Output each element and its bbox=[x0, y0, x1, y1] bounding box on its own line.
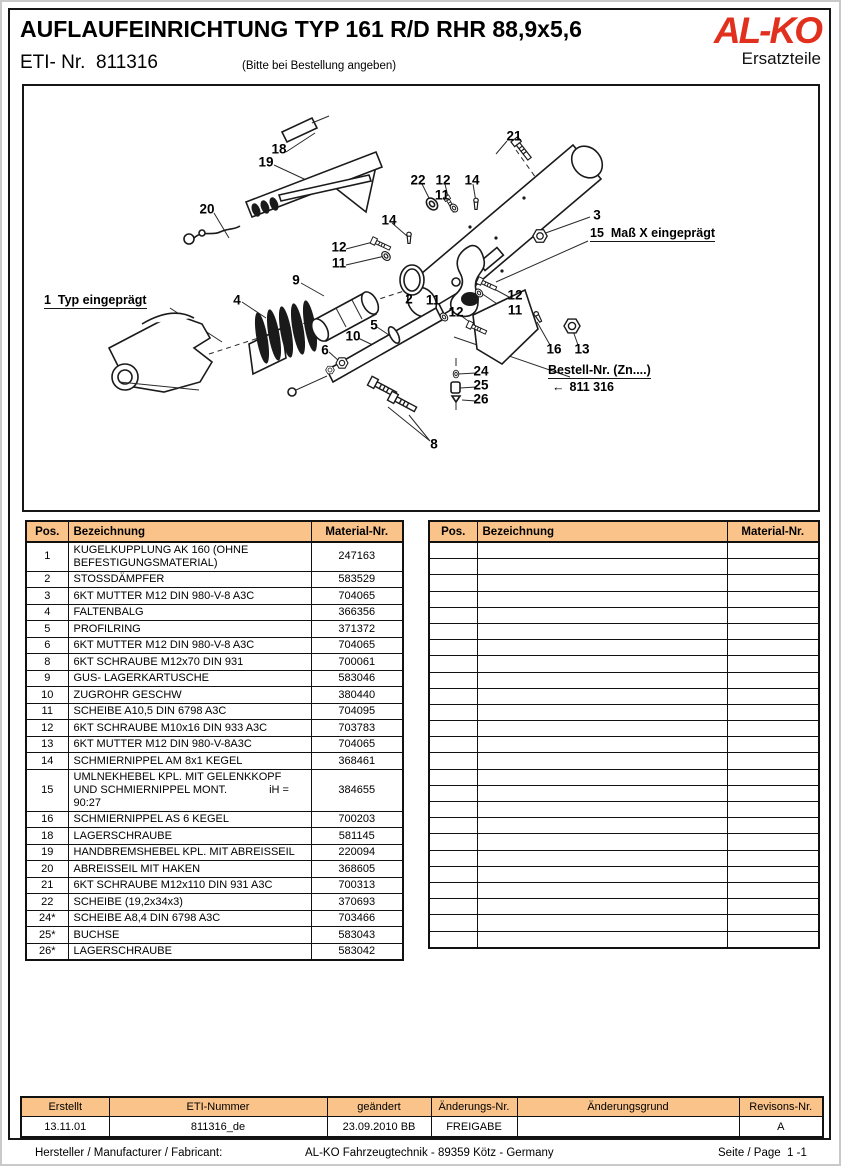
cell-bezeichnung: FALTENBALG bbox=[68, 604, 311, 621]
cell-material: 247163 bbox=[311, 542, 403, 571]
empty-parts-row bbox=[429, 882, 819, 898]
empty-parts-row bbox=[429, 672, 819, 688]
cell-bezeichnung bbox=[477, 931, 727, 948]
cell-material bbox=[727, 575, 819, 591]
diagram-callout-number: 22 bbox=[410, 172, 426, 188]
cell-material: 703466 bbox=[311, 910, 403, 927]
rev-value-aenderungs-nr: FREIGABE bbox=[431, 1117, 517, 1138]
rev-header-aenderungs-nr: Änderungs-Nr. bbox=[431, 1097, 517, 1117]
cell-material: 583046 bbox=[311, 670, 403, 687]
cell-bezeichnung: BUCHSE bbox=[68, 927, 311, 944]
cell-pos bbox=[429, 866, 477, 882]
rev-header-revisions-nr: Revisons-Nr. bbox=[739, 1097, 823, 1117]
rev-header-aenderungsgrund: Änderungsgrund bbox=[517, 1097, 739, 1117]
col-header-material: Material-Nr. bbox=[727, 521, 819, 542]
diagram-annotation: 1 Typ eingeprägt bbox=[44, 293, 147, 307]
cell-pos bbox=[429, 915, 477, 931]
cell-material bbox=[727, 688, 819, 704]
rev-value-erstellt: 13.11.01 bbox=[21, 1117, 109, 1138]
cell-material: 700313 bbox=[311, 877, 403, 894]
cell-material: 583043 bbox=[311, 927, 403, 944]
diagram-callout-number: 10 bbox=[345, 328, 361, 344]
parts-row bbox=[26, 736, 403, 753]
cell-pos bbox=[429, 591, 477, 607]
parts-tables-area bbox=[25, 520, 821, 958]
diagram-callout-number: 20 bbox=[199, 201, 215, 217]
diagram-callout-number: 14 bbox=[381, 212, 397, 228]
diagram-annotation: Bestell-Nr. (Zn....) bbox=[548, 363, 651, 377]
cell-material bbox=[727, 591, 819, 607]
revision-header-row bbox=[21, 1097, 823, 1117]
rev-value-eti-nummer: 811316_de bbox=[109, 1117, 327, 1138]
parts-table-right-body bbox=[429, 542, 819, 948]
diagram-callout-number: 12 bbox=[435, 172, 451, 188]
cell-pos: 11 bbox=[26, 703, 68, 720]
cell-material bbox=[727, 640, 819, 656]
cell-bezeichnung: 6KT SCHRAUBE M12x70 DIN 931 bbox=[68, 654, 311, 671]
cell-bezeichnung bbox=[477, 721, 727, 737]
cell-pos bbox=[429, 672, 477, 688]
cell-pos: 12 bbox=[26, 720, 68, 737]
cell-pos: 25* bbox=[26, 927, 68, 944]
parts-table-left bbox=[25, 520, 404, 961]
parts-table-left-body bbox=[26, 542, 403, 960]
logo-subtitle: Ersatzteile bbox=[741, 49, 821, 68]
cell-pos: 3 bbox=[26, 588, 68, 605]
cell-material: 703783 bbox=[311, 720, 403, 737]
cell-material: 370693 bbox=[311, 894, 403, 911]
diagram-callout-number: 16 bbox=[546, 341, 562, 357]
cell-bezeichnung: SCHEIBE (19,2x34x3) bbox=[68, 894, 311, 911]
empty-parts-row bbox=[429, 802, 819, 818]
empty-parts-row bbox=[429, 542, 819, 559]
cell-bezeichnung bbox=[477, 737, 727, 753]
cell-pos bbox=[429, 931, 477, 948]
cell-pos bbox=[429, 607, 477, 623]
empty-parts-row bbox=[429, 623, 819, 639]
diagram-callout-number: 11 bbox=[331, 255, 347, 271]
col-header-material: Material-Nr. bbox=[311, 521, 403, 542]
footer-page-number: Seite / Page 1 -1 bbox=[718, 1147, 807, 1159]
cell-pos bbox=[429, 850, 477, 866]
cell-pos: 4 bbox=[26, 604, 68, 621]
cell-bezeichnung: KUGELKUPPLUNG AK 160 (OHNE BEFESTIGUNGSMATERIAL) bbox=[68, 542, 311, 571]
parts-row bbox=[26, 910, 403, 927]
diagram-callout-number: 12 bbox=[448, 304, 464, 320]
cell-pos: 8 bbox=[26, 654, 68, 671]
cell-pos bbox=[429, 899, 477, 915]
page-title: AUFLAUFEINRICHTUNG TYP 161 R/D RHR 88,9x5,6 bbox=[20, 16, 582, 42]
empty-parts-row bbox=[429, 785, 819, 801]
cell-bezeichnung: 6KT MUTTER M12 DIN 980-V-8 A3C bbox=[68, 637, 311, 654]
parts-table-header-row bbox=[429, 521, 819, 542]
cell-bezeichnung bbox=[477, 607, 727, 623]
cell-pos: 6 bbox=[26, 637, 68, 654]
cell-bezeichnung bbox=[477, 850, 727, 866]
empty-parts-row bbox=[429, 753, 819, 769]
empty-parts-row bbox=[429, 899, 819, 915]
cell-pos bbox=[429, 704, 477, 720]
cell-pos bbox=[429, 769, 477, 785]
revision-value-row bbox=[21, 1117, 823, 1138]
empty-parts-row bbox=[429, 931, 819, 948]
cell-material: 380440 bbox=[311, 687, 403, 704]
alko-logo-wordmark: AL-KO bbox=[713, 10, 821, 51]
document-page bbox=[8, 8, 831, 1140]
col-header-bezeichnung: Bezeichnung bbox=[477, 521, 727, 542]
cell-material: 384655 bbox=[311, 769, 403, 811]
diagram-callout-number: 14 bbox=[464, 172, 480, 188]
empty-parts-row bbox=[429, 656, 819, 672]
cell-material: 366356 bbox=[311, 604, 403, 621]
cell-pos: 9 bbox=[26, 670, 68, 687]
cell-material: 220094 bbox=[311, 844, 403, 861]
cell-pos bbox=[429, 785, 477, 801]
exploded-diagram-box bbox=[22, 84, 820, 512]
empty-parts-row bbox=[429, 769, 819, 785]
diagram-callout-number: 26 bbox=[473, 391, 489, 407]
parts-row bbox=[26, 877, 403, 894]
parts-row bbox=[26, 894, 403, 911]
cell-material bbox=[727, 559, 819, 575]
cell-pos: 19 bbox=[26, 844, 68, 861]
parts-row bbox=[26, 720, 403, 737]
cell-pos: 5 bbox=[26, 621, 68, 638]
cell-note: iH = 90:27 bbox=[73, 783, 289, 809]
cell-pos bbox=[429, 834, 477, 850]
cell-material bbox=[727, 542, 819, 559]
parts-row bbox=[26, 927, 403, 944]
parts-row bbox=[26, 621, 403, 638]
footer-company-address: AL-KO Fahrzeugtechnik - 89359 Kötz - Germany bbox=[305, 1147, 554, 1159]
cell-bezeichnung: PROFILRING bbox=[68, 621, 311, 638]
cell-bezeichnung: LAGERSCHRAUBE bbox=[68, 943, 311, 960]
rev-value-aenderungsgrund bbox=[517, 1117, 739, 1138]
cell-material bbox=[727, 915, 819, 931]
empty-parts-row bbox=[429, 721, 819, 737]
diagram-callout-number: 9 bbox=[292, 272, 300, 288]
cell-material bbox=[727, 737, 819, 753]
diagram-callout-number: 12 bbox=[507, 287, 523, 303]
cell-bezeichnung: 6KT SCHRAUBE M10x16 DIN 933 A3C bbox=[68, 720, 311, 737]
cell-material bbox=[727, 899, 819, 915]
cell-bezeichnung: SCHMIERNIPPEL AM 8x1 KEGEL bbox=[68, 753, 311, 770]
cell-bezeichnung bbox=[477, 882, 727, 898]
eti-number: ETI- Nr. 811316 bbox=[20, 52, 158, 73]
empty-parts-row bbox=[429, 607, 819, 623]
empty-parts-row bbox=[429, 559, 819, 575]
cell-material: 704065 bbox=[311, 637, 403, 654]
parts-row bbox=[26, 588, 403, 605]
parts-row bbox=[26, 542, 403, 571]
cell-bezeichnung bbox=[477, 785, 727, 801]
diagram-callout-number: 25 bbox=[473, 377, 489, 393]
diagram-callout-number: 12 bbox=[331, 239, 347, 255]
parts-row bbox=[26, 703, 403, 720]
cell-bezeichnung bbox=[477, 866, 727, 882]
cell-bezeichnung bbox=[477, 834, 727, 850]
cell-material: 704095 bbox=[311, 703, 403, 720]
cell-material bbox=[727, 931, 819, 948]
diagram-callout-number: 3 bbox=[593, 207, 601, 223]
cell-material: 704065 bbox=[311, 736, 403, 753]
cell-material bbox=[727, 850, 819, 866]
cell-pos: 26* bbox=[26, 943, 68, 960]
cell-material bbox=[727, 769, 819, 785]
cell-bezeichnung: 6KT SCHRAUBE M12x110 DIN 931 A3C bbox=[68, 877, 311, 894]
empty-parts-row bbox=[429, 850, 819, 866]
cell-pos bbox=[429, 559, 477, 575]
cell-bezeichnung: GUS- LAGERKARTUSCHE bbox=[68, 670, 311, 687]
cell-pos: 18 bbox=[26, 828, 68, 845]
cell-pos bbox=[429, 802, 477, 818]
cell-material bbox=[727, 753, 819, 769]
cell-pos bbox=[429, 542, 477, 559]
cell-bezeichnung bbox=[477, 591, 727, 607]
diagram-callout-number: 5 bbox=[370, 317, 378, 333]
diagram-annotation: 15 Maß X eingeprägt bbox=[590, 226, 716, 240]
parts-row bbox=[26, 861, 403, 878]
col-header-pos: Pos. bbox=[429, 521, 477, 542]
cell-material bbox=[727, 704, 819, 720]
cell-bezeichnung: SCHMIERNIPPEL AS 6 KEGEL bbox=[68, 811, 311, 828]
parts-row bbox=[26, 654, 403, 671]
cell-material: 704065 bbox=[311, 588, 403, 605]
diagram-callout-number: 19 bbox=[258, 154, 274, 170]
cell-material: 581145 bbox=[311, 828, 403, 845]
diagram-callout-number: 8 bbox=[430, 436, 438, 452]
empty-parts-row bbox=[429, 688, 819, 704]
cell-bezeichnung bbox=[477, 623, 727, 639]
rev-value-revisions-nr: A bbox=[739, 1117, 823, 1138]
cell-pos: 2 bbox=[26, 571, 68, 588]
cell-bezeichnung: 6KT MUTTER M12 DIN 980-V-8 A3C bbox=[68, 588, 311, 605]
cell-bezeichnung bbox=[477, 640, 727, 656]
cell-pos bbox=[429, 882, 477, 898]
cell-material bbox=[727, 818, 819, 834]
cell-material bbox=[727, 672, 819, 688]
parts-table-right bbox=[428, 520, 820, 949]
cell-material bbox=[727, 785, 819, 801]
diagram-callout-number: 6 bbox=[321, 342, 329, 358]
cell-material: 371372 bbox=[311, 621, 403, 638]
cell-bezeichnung: LAGERSCHRAUBE bbox=[68, 828, 311, 845]
empty-parts-row bbox=[429, 640, 819, 656]
cell-pos: 13 bbox=[26, 736, 68, 753]
diagram-callout-number: 4 bbox=[233, 292, 241, 308]
cell-material bbox=[727, 882, 819, 898]
cell-bezeichnung bbox=[477, 688, 727, 704]
cell-bezeichnung bbox=[477, 769, 727, 785]
cell-bezeichnung: HANDBREMSHEBEL KPL. MIT ABREISSEIL bbox=[68, 844, 311, 861]
parts-row bbox=[26, 637, 403, 654]
cell-bezeichnung bbox=[477, 818, 727, 834]
cell-material: 583529 bbox=[311, 571, 403, 588]
cell-pos: 22 bbox=[26, 894, 68, 911]
cell-bezeichnung: SCHEIBE A8,4 DIN 6798 A3C bbox=[68, 910, 311, 927]
cell-material: 700203 bbox=[311, 811, 403, 828]
cell-bezeichnung bbox=[477, 656, 727, 672]
order-note: (Bitte bei Bestellung angeben) bbox=[242, 60, 397, 72]
empty-parts-row bbox=[429, 737, 819, 753]
cell-bezeichnung bbox=[477, 915, 727, 931]
cell-pos: 21 bbox=[26, 877, 68, 894]
cell-bezeichnung bbox=[477, 542, 727, 559]
rev-header-geaendert: geändert bbox=[327, 1097, 431, 1117]
empty-parts-row bbox=[429, 704, 819, 720]
parts-table-header-row bbox=[26, 521, 403, 542]
cell-material: 368461 bbox=[311, 753, 403, 770]
diagram-callout-number: 2 bbox=[405, 291, 413, 307]
cell-bezeichnung: UMLNEKHEBEL KPL. MIT GELENKKOPF UND SCHMIERNIPPEL MONT. iH = 90:27 bbox=[68, 769, 311, 811]
cell-material: 368605 bbox=[311, 861, 403, 878]
parts-row bbox=[26, 604, 403, 621]
cell-bezeichnung bbox=[477, 899, 727, 915]
cell-bezeichnung bbox=[477, 704, 727, 720]
cell-material bbox=[727, 607, 819, 623]
cell-bezeichnung: ZUGROHR GESCHW bbox=[68, 687, 311, 704]
cell-material: 583042 bbox=[311, 943, 403, 960]
cell-pos: 15 bbox=[26, 769, 68, 811]
cell-pos bbox=[429, 753, 477, 769]
empty-parts-row bbox=[429, 818, 819, 834]
empty-parts-row bbox=[429, 575, 819, 591]
cell-material bbox=[727, 802, 819, 818]
cell-bezeichnung: 6KT MUTTER M12 DIN 980-V-8A3C bbox=[68, 736, 311, 753]
diagram-callout-number: 11 bbox=[425, 292, 441, 308]
callout-layer bbox=[24, 86, 818, 510]
diagram-callout-number: 11 bbox=[507, 302, 523, 318]
cell-bezeichnung: STOSSDÄMPFER bbox=[68, 571, 311, 588]
alko-logo bbox=[714, 12, 821, 67]
cell-pos: 16 bbox=[26, 811, 68, 828]
cell-material bbox=[727, 834, 819, 850]
diagram-callout-number: 24 bbox=[473, 363, 489, 379]
diagram-callout-number: 21 bbox=[506, 128, 522, 144]
diagram-callout-number: 18 bbox=[271, 141, 287, 157]
cell-bezeichnung: ABREISSEIL MIT HAKEN bbox=[68, 861, 311, 878]
parts-row bbox=[26, 811, 403, 828]
rev-header-eti-nummer: ETI-Nummer bbox=[109, 1097, 327, 1117]
parts-row bbox=[26, 571, 403, 588]
cell-pos bbox=[429, 688, 477, 704]
parts-row bbox=[26, 769, 403, 811]
cell-bezeichnung bbox=[477, 672, 727, 688]
cell-material bbox=[727, 721, 819, 737]
parts-row bbox=[26, 687, 403, 704]
rev-value-geaendert: 23.09.2010 BB bbox=[327, 1117, 431, 1138]
cell-pos bbox=[429, 656, 477, 672]
parts-row bbox=[26, 670, 403, 687]
cell-pos: 1 bbox=[26, 542, 68, 571]
cell-pos: 20 bbox=[26, 861, 68, 878]
cell-pos bbox=[429, 721, 477, 737]
parts-row bbox=[26, 943, 403, 960]
parts-row bbox=[26, 828, 403, 845]
col-header-bezeichnung: Bezeichnung bbox=[68, 521, 311, 542]
parts-row bbox=[26, 753, 403, 770]
cell-pos bbox=[429, 737, 477, 753]
empty-parts-row bbox=[429, 866, 819, 882]
cell-bezeichnung bbox=[477, 559, 727, 575]
cell-pos bbox=[429, 623, 477, 639]
diagram-annotation: ← 811 316 bbox=[552, 380, 614, 394]
empty-parts-row bbox=[429, 591, 819, 607]
order-ref-arrow-icon: ← bbox=[552, 380, 565, 394]
footer-manufacturer-label: Hersteller / Manufacturer / Fabricant: bbox=[35, 1147, 223, 1159]
revision-table bbox=[20, 1096, 824, 1138]
diagram-callout-number: 13 bbox=[574, 341, 590, 357]
empty-parts-row bbox=[429, 834, 819, 850]
cell-pos bbox=[429, 640, 477, 656]
col-header-pos: Pos. bbox=[26, 521, 68, 542]
parts-row bbox=[26, 844, 403, 861]
cell-material bbox=[727, 623, 819, 639]
cell-pos: 10 bbox=[26, 687, 68, 704]
cell-bezeichnung bbox=[477, 575, 727, 591]
cell-bezeichnung bbox=[477, 753, 727, 769]
cell-bezeichnung: SCHEIBE A10,5 DIN 6798 A3C bbox=[68, 703, 311, 720]
empty-parts-row bbox=[429, 915, 819, 931]
cell-material bbox=[727, 656, 819, 672]
cell-pos bbox=[429, 575, 477, 591]
diagram-callout-number: 11 bbox=[434, 187, 450, 203]
cell-pos: 24* bbox=[26, 910, 68, 927]
rev-header-erstellt: Erstellt bbox=[21, 1097, 109, 1117]
cell-pos: 14 bbox=[26, 753, 68, 770]
cell-material bbox=[727, 866, 819, 882]
cell-pos bbox=[429, 818, 477, 834]
cell-bezeichnung bbox=[477, 802, 727, 818]
cell-material: 700061 bbox=[311, 654, 403, 671]
